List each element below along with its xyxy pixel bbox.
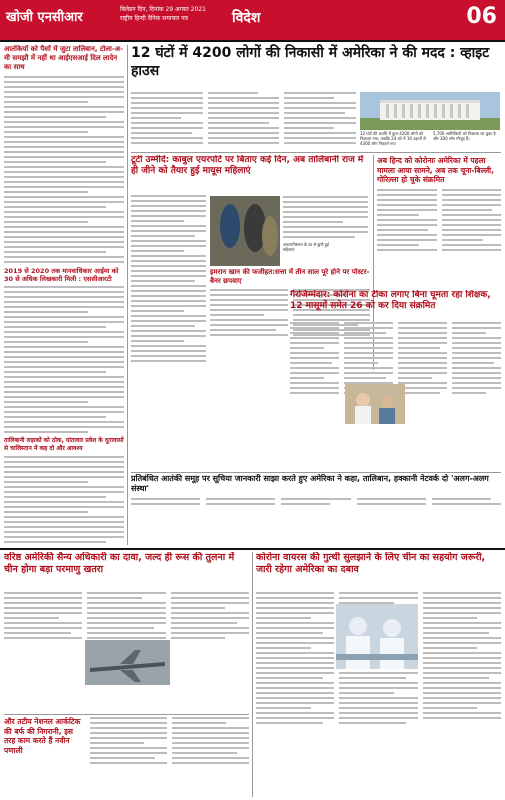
building-illustration xyxy=(360,92,500,130)
body-text-block xyxy=(4,286,124,433)
lab-workers-illustration xyxy=(336,604,418,669)
column-divider xyxy=(252,552,253,797)
section-title: विदेश xyxy=(232,10,261,26)
newspaper-logo: खोजी एनसीआर xyxy=(6,10,83,25)
tagline: राष्ट्रीय हिन्दी दैनिक समाचार पत्र xyxy=(120,15,188,22)
bottom-left-story xyxy=(4,552,249,592)
arctic-headline: और तटीय नेशनल आर्कटिक की बर्फ की निगरानी, इस तरह काम करते हैं नवीन पणाली xyxy=(4,717,81,755)
story2-headline: टूटी उम्मीदें: काबुल एयरपोर्ट पर बिताए कई दिन, अब तालिबानी राज में ही जीने को तैयार हुई मायूस महिलाएं xyxy=(131,155,364,176)
corona-deer-story xyxy=(377,156,501,286)
issue-date: बिलेडन दिन, दिनांक 29 अगस्त 2021 xyxy=(120,6,206,13)
women-photo-caption: अफगानिस्तान के डर से छुपी हुई महिलाएं xyxy=(283,242,329,252)
band-rule-top xyxy=(131,472,501,473)
left-top-headline: आतंकियों को पैसों में जुटा तालिबान, टोला-अ-मी समझौ में नहीं था आईएसआई दिल लादेन का साथ xyxy=(4,45,124,71)
corona-india-headline: अब हिन्द को कोरोनाः अमेरिका में पहला मामला आया सामने, अब तक चूना-बिल्ली, गोरिल्ला हो चुके संक्रमित xyxy=(377,156,494,184)
left-subheadline-1: 2019 से 2020 तक मानवाधिकार आईमा को 30 से अधिक लिखकारी मिली : एससीआरटी xyxy=(4,267,119,283)
main-story-body xyxy=(131,92,356,148)
story2-body-right xyxy=(283,196,368,240)
section-rule-bottom xyxy=(0,548,505,550)
white-house-photo xyxy=(360,92,500,130)
story2-subheadline: इमरान खान की फजीहत:सत्ता में तीन साल पूरे होने पर पोस्टर-बैनर छपवाए xyxy=(210,268,370,285)
fighter-jet-photo xyxy=(85,640,170,685)
body-text-block xyxy=(4,76,124,263)
mid-band-story xyxy=(131,474,501,534)
vaccine-photo xyxy=(345,384,405,424)
women-illustration xyxy=(210,196,280,266)
masthead-rule xyxy=(0,40,505,42)
bottom-right-headline: कोरोना वायरस की गुत्थी सुलझाने के लिए चीन का सहयोग जरूरी, जारी रहेगा अमेरिका का दबाव xyxy=(256,552,486,575)
vaccine-headline: गैरजिम्मेदार: कोरोना का टीका लगाए बिना घूमता रहा शिक्षक, 12 मासूमों समेत 26 को कर दिया संक्रमित xyxy=(290,290,491,311)
women-photo xyxy=(210,196,280,266)
column-divider xyxy=(127,45,128,545)
section-rule xyxy=(131,152,501,153)
side-caption: 5,700 अमेरिकियों को निकाला जा चुका है और 300 लोग मौजूद हैं। xyxy=(433,131,496,141)
main-top-story xyxy=(131,44,501,94)
arctic-body xyxy=(90,717,249,797)
classroom-illustration xyxy=(345,384,405,424)
body-text-block xyxy=(4,456,124,545)
bottom-left-headline: वरिष्ठ अमेरिकी सैन्य अधिकारी का दावा, जल्द ही रूस की तुलना में चीन होगा बड़ा परमाणु खतरा xyxy=(4,552,235,575)
story2-body xyxy=(131,195,206,370)
page-number: 06 xyxy=(466,4,497,29)
jet-illustration xyxy=(85,640,170,685)
left-subheadline-2: तालिबानी लड़ाकों को ठोक, यांतावार प्रवेश के दूतावासों से चालिस्तान में कह दो और आवश्य xyxy=(4,437,124,452)
bottom-right-story xyxy=(256,552,501,592)
masthead xyxy=(0,0,505,40)
lab-photo xyxy=(336,604,418,669)
bottom-left-footer-rule xyxy=(4,714,249,715)
mid-band-headline: प्रतिबंधित आतंकी समूह पर सूचिया जानकारी साझा करते हुए अमेरिका ने कहा, तालिबान, हक्कानी नेटवर्क दो 'अलग-अलग संस्था' xyxy=(131,474,489,493)
photo-caption: 12 घंटों की अवधि में कुल 4200 लोगों को निकाला गया, जबकि 24 घंटे में 16 उड़ानों से 4300 लोग निकाले गए। xyxy=(360,131,426,146)
main-headline: 12 घंटों में 4200 लोगों की निकासी में अमेरिका ने की मदद : व्हाइट हाउस xyxy=(131,45,490,79)
left-top-story xyxy=(4,45,124,545)
